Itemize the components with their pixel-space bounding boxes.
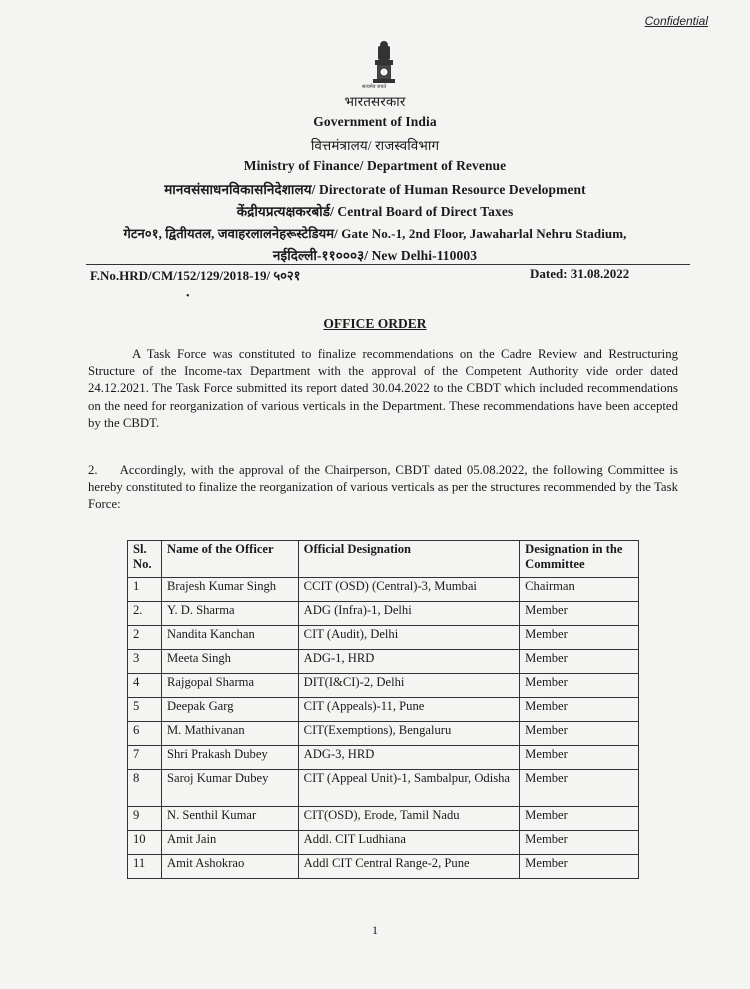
committee-designation: Member (520, 650, 639, 674)
officer-name: Saroj Kumar Dubey (161, 770, 298, 807)
committee-designation: Member (520, 770, 639, 807)
sl-no: 6 (128, 722, 162, 746)
committee-designation: Member (520, 674, 639, 698)
paragraph-2-text: Accordingly, with the approval of the Chairperson, CBDT dated 05.08.2022, the following Committee is hereby constituted to finalize the reorganization of various verticals as per the structures recommended by the Task Force: (88, 463, 678, 512)
stray-mark: • (186, 291, 190, 302)
committee-designation: Chairman (520, 578, 639, 602)
table-row (128, 650, 639, 674)
committee-designation: Member (520, 807, 639, 831)
sl-no: 8 (128, 770, 162, 807)
committee-designation: Member (520, 698, 639, 722)
header-ministry: Ministry of Finance/ Department of Revenue (243, 158, 507, 173)
header-hindi-govt: भारतसरकार (344, 94, 406, 109)
officer-name: Amit Jain (161, 831, 298, 855)
table-row (128, 674, 639, 698)
officer-name: Nandita Kanchan (161, 626, 298, 650)
sl-no: 1 (128, 578, 162, 602)
sl-no: 9 (128, 807, 162, 831)
sl-no: 11 (128, 855, 162, 879)
official-designation: ADG-1, HRD (298, 650, 519, 674)
sl-no: 3 (128, 650, 162, 674)
file-number: F.No.HRD/CM/152/129/2018-19/ ५०२१ (90, 268, 301, 283)
sl-no: 10 (128, 831, 162, 855)
official-designation: CIT (Appeals)-11, Pune (298, 698, 519, 722)
sl-no: 5 (128, 698, 162, 722)
confidential-label: Confidential (644, 14, 708, 28)
table-row (128, 855, 639, 879)
official-designation: CCIT (OSD) (Central)-3, Mumbai (298, 578, 519, 602)
official-designation: CIT (Audit), Delhi (298, 626, 519, 650)
order-date: Dated: 31.08.2022 (530, 266, 630, 281)
officer-name: Deepak Garg (161, 698, 298, 722)
sl-no: 2. (128, 602, 162, 626)
emblem-motto: सत्यमेव जयते (362, 85, 387, 90)
official-designation: CIT(OSD), Erode, Tamil Nadu (298, 807, 519, 831)
officer-name: Amit Ashokrao (161, 855, 298, 879)
table-row (128, 770, 639, 807)
table-row (128, 698, 639, 722)
committee-designation: Member (520, 746, 639, 770)
officer-name: Y. D. Sharma (161, 602, 298, 626)
committee-designation: Member (520, 722, 639, 746)
page-number: 1 (372, 923, 378, 937)
sl-no: 4 (128, 674, 162, 698)
official-designation: Addl. CIT Ludhiana (298, 831, 519, 855)
table-row (128, 578, 639, 602)
committee-designation: Member (520, 855, 639, 879)
header-hindi-ministry: वित्तमंत्रालय/ राजस्वविभाग (310, 138, 440, 153)
office-order-title: OFFICE ORDER (323, 316, 427, 331)
official-designation: CIT (Appeal Unit)-1, Sambalpur, Odisha (298, 770, 519, 807)
official-designation: ADG (Infra)-1, Delhi (298, 602, 519, 626)
header-divider (86, 264, 690, 265)
header-govt: Government of India (313, 114, 437, 129)
header-sl-no: Sl. No. (128, 541, 162, 578)
header-directorate: मानवसंसाधनविकासनिदेशालय/ Directorate of Human Resource Development (164, 182, 586, 197)
table-row (128, 722, 639, 746)
official-designation: Addl CIT Central Range-2, Pune (298, 855, 519, 879)
committee-designation: Member (520, 831, 639, 855)
paragraph-2-number: 2. (88, 463, 98, 477)
committee-table (127, 540, 639, 879)
paragraph-2 (88, 462, 678, 514)
sl-no: 7 (128, 746, 162, 770)
table-row (128, 746, 639, 770)
paragraph-1-text: A Task Force was constituted to finalize recommendations on the Cadre Review and Restructuring Structure of the Income-tax Department with the approval of the Competent Authority vide order dated 24.12.2021. The Task Force submitted its report dated 30.04.2022 to the CBDT which included recommendations on the need for reorganization of various verticals in the Department. These recommendations have been accepted by the CBDT. (88, 347, 678, 430)
officer-name: Brajesh Kumar Singh (161, 578, 298, 602)
header-board: केंद्रीयप्रत्यक्षकरबोर्ड/ Central Board of Direct Taxes (236, 204, 514, 219)
table-row (128, 602, 639, 626)
header-official-designation: Official Designation (298, 541, 519, 578)
committee-designation: Member (520, 602, 639, 626)
header-address-line1: गेटन०१, द्वितीयतल, जवाहरलालनेहरूस्टेडियम/ Gate No.-1, 2nd Floor, Jawaharlal Nehru Stadium, (123, 226, 627, 241)
table-header-row (128, 541, 639, 578)
header-officer-name: Name of the Officer (161, 541, 298, 578)
table-row (128, 807, 639, 831)
officer-name: Shri Prakash Dubey (161, 746, 298, 770)
official-designation: CIT(Exemptions), Bengaluru (298, 722, 519, 746)
official-designation: DIT(I&CI)-2, Delhi (298, 674, 519, 698)
officer-name: N. Senthil Kumar (161, 807, 298, 831)
header-committee-designation: Designation in the Committee (520, 541, 639, 578)
table-row (128, 626, 639, 650)
officer-name: Meeta Singh (161, 650, 298, 674)
committee-designation: Member (520, 626, 639, 650)
table-row (128, 831, 639, 855)
official-designation: ADG-3, HRD (298, 746, 519, 770)
officer-name: Rajgopal Sharma (161, 674, 298, 698)
officer-name: M. Mathivanan (161, 722, 298, 746)
paragraph-1 (88, 346, 678, 432)
header-address-line2: नईदिल्ली-११०००३/ New Delhi-110003 (272, 248, 478, 263)
sl-no: 2 (128, 626, 162, 650)
